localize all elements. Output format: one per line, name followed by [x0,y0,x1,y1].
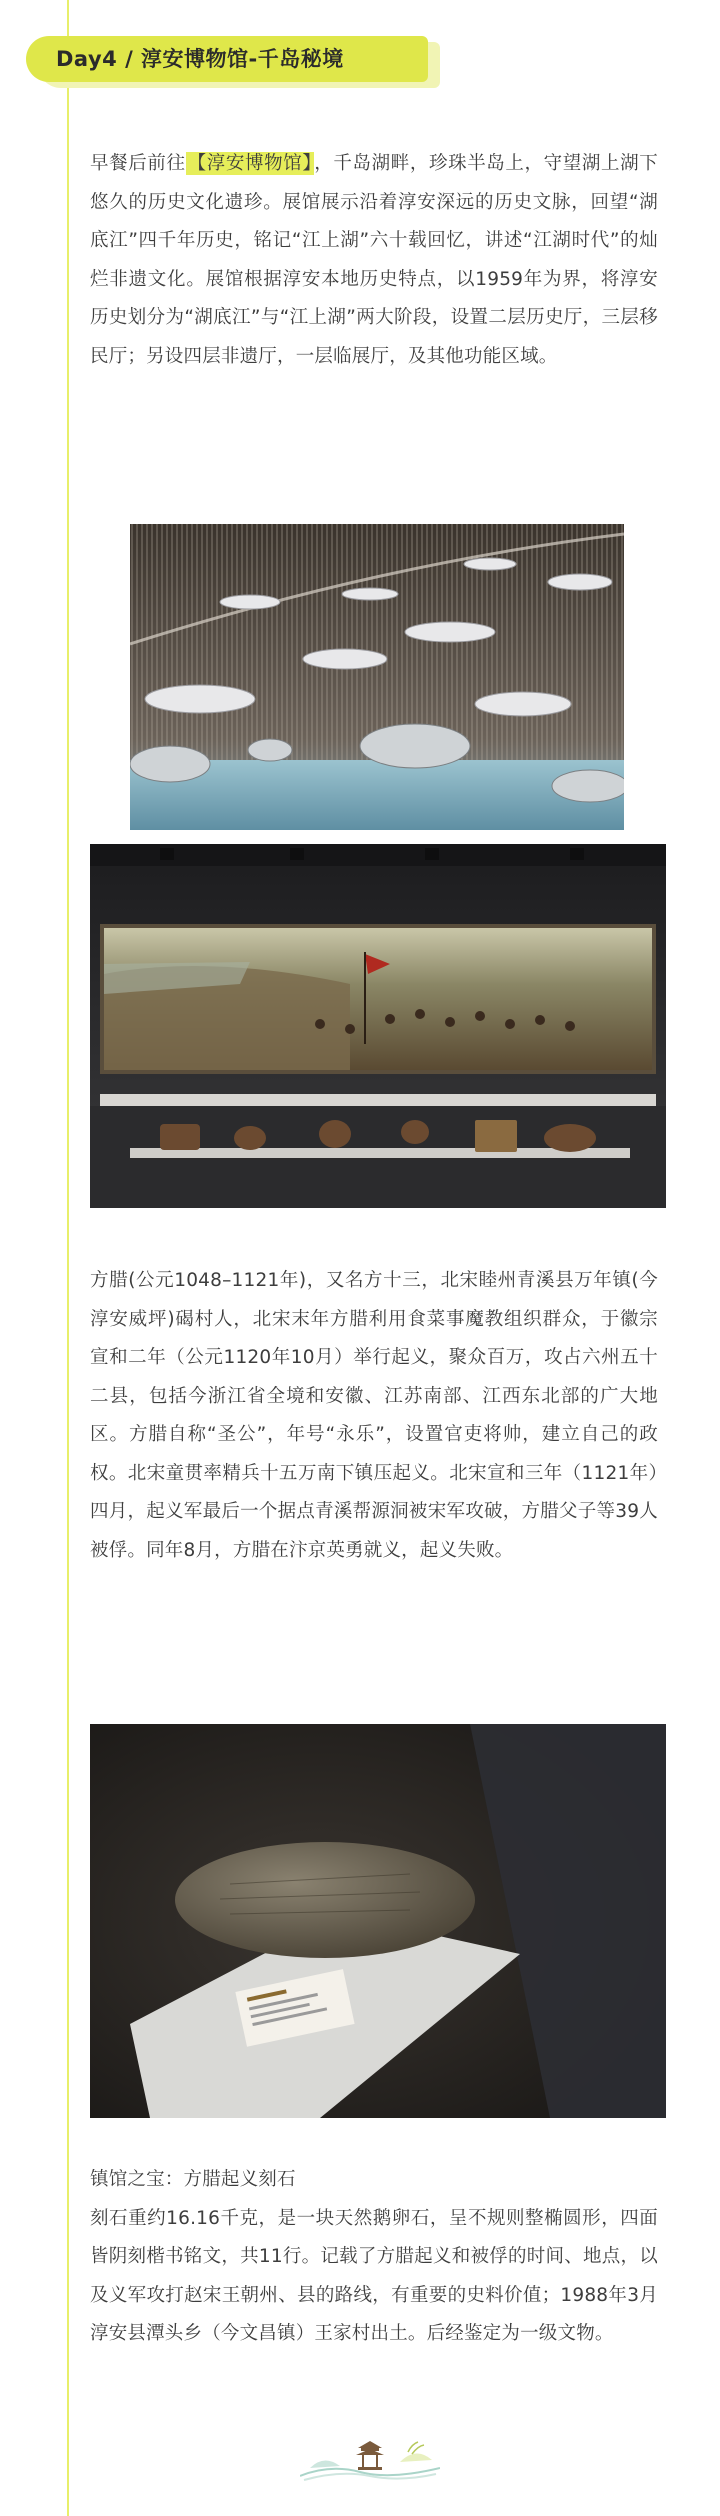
intro-rest: ，千岛湖畔，珍珠半岛上，守望湖上湖下悠久的历史文化遗珍。展馆展示沿着淳安深远的历史文脉，回望“湖底江”四千年历史，铭记“江上湖”六十载回忆，讲述“江湖时代”的灿烂非遗文化。展馆根据淳安本地历史特点，以1959年为界，将淳安历史划分为“湖底江”与“江上湖”两大阶段，设置二层历史厅，三层移民厅；另设四层非遗厅，一层临展厅，及其他功能区域。 [90,153,658,367]
section-title: Day4 / 淳安博物馆-千岛秘境 [56,47,344,71]
section-title-banner [26,36,440,82]
painting-exhibit-photo [90,844,666,1208]
fangla-paragraph: 方腊(公元1048–1121年)，又名方十三，北宋睦州青溪县万年镇(今淳安威坪)碣村人，北宋末年方腊利用食菜事魔教组织群众，于徽宗宣和二年（公元1120年10月）举行起义，聚众百万，攻占六州五十二县，包括今浙江省全境和安徽、江苏南部、江西东北部的广大地区。方腊自称“圣公”，年号“永乐”，设置官吏将帅，建立自己的政权。北宋童贯率精兵十五万南下镇压起义。北宋宣和三年（1121年）四月，起义军最后一个据点青溪帮源洞被宋军攻破，方腊父子等39人被俘。同年8月，方腊在汴京英勇就义，起义失败。 [90,1270,658,1561]
treasure-section [90,2161,658,2354]
museum-name-highlight: 【淳安博物馆】 [187,153,313,174]
treasure-heading: 镇馆之宝：方腊起义刻石 [90,2169,296,2190]
pavilion-wave-logo-icon [300,2438,440,2482]
intro-paragraph [90,145,658,376]
treasure-text: 刻石重约16.16千克，是一块天然鹅卵石，呈不规则整椭圆形，四面皆阴刻楷书铭文，共11行。记载了方腊起义和被俘的时间、地点，以及义军攻打赵宋王朝州、县的路线，有重要的史料价值；1988年3月淳安县潭头乡（今文昌镇）王家村出土。后经鉴定为一级文物。 [90,2207,658,2344]
stone-inscription-photo [90,1724,666,2118]
intro-lead: 早餐后前往 [90,153,186,174]
decorative-vertical-line [67,0,69,2516]
museum-hall-photo [130,524,624,830]
